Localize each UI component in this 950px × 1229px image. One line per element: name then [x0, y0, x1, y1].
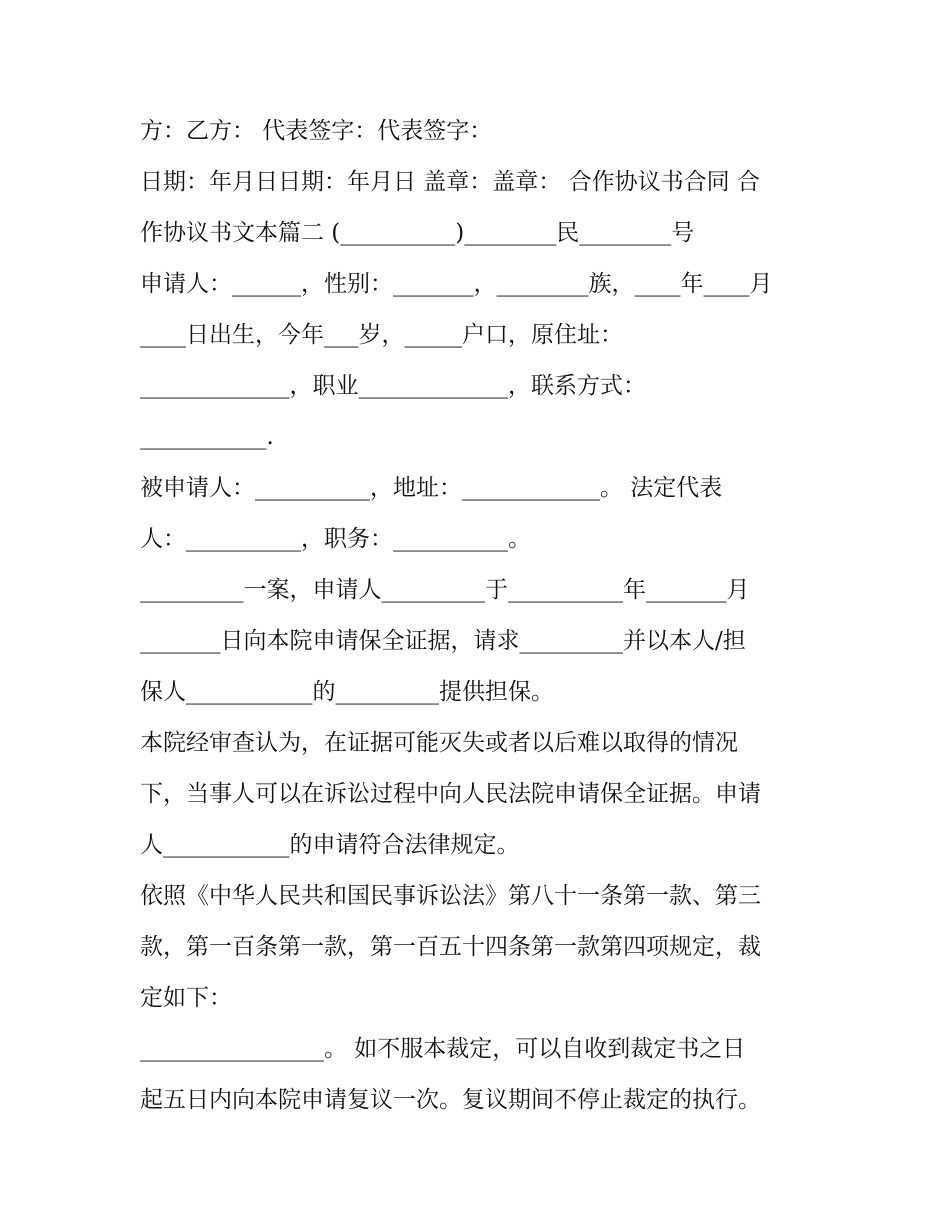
text-line: 保人___________的_________提供担保。 [140, 679, 554, 705]
text-line: 起五日内向本院申请复议一次。复议期间不停止裁定的执行。 [140, 1087, 761, 1113]
text-line: 被申请人：__________，地址：____________。 法定代表 [140, 475, 723, 501]
text-line: _______日向本院申请保全证据，请求_________并以本人/担 [140, 628, 746, 654]
text-line: 款，第一百条第一款，第一百五十四条第一款第四项规定，裁 [140, 934, 761, 960]
text-line: 日期：年月日日期：年月日 盖章：盖章： 合作协议书合同 合 [140, 169, 760, 195]
text-line: 依照《中华人民共和国民事诉讼法》第八十一条第一款、第三 [140, 883, 761, 909]
text-line: 作协议书文本篇二 (__________)________民________号 [140, 220, 695, 246]
text-line: 定如下： [140, 985, 232, 1011]
text-line: _____________，职业_____________，联系方式： [140, 373, 646, 399]
text-line: ___________. [140, 424, 274, 450]
text-line: ________________。 如不服本裁定，可以自收到裁定书之日 [140, 1036, 746, 1062]
text-line: 下，当事人可以在诉讼过程中向人民法院申请保全证据。申请 [140, 781, 761, 807]
text-line: 申请人：______，性别：_______，________族，____年____月 [140, 271, 773, 297]
text-line: ____日出生，今年___岁，_____户口，原住址： [140, 322, 623, 348]
text-line: 本院经审查认为，在证据可能灭失或者以后难以取得的情况 [140, 730, 738, 756]
text-line: 人：__________，职务：__________。 [140, 526, 531, 552]
text-line: _________一案，申请人_________于__________年_______月 [140, 577, 750, 603]
document-body [140, 106, 820, 1126]
text-line: 人___________的申请符合法律规定。 [140, 832, 520, 858]
text-line: 方：乙方： 代表签字：代表签字： [140, 118, 493, 144]
